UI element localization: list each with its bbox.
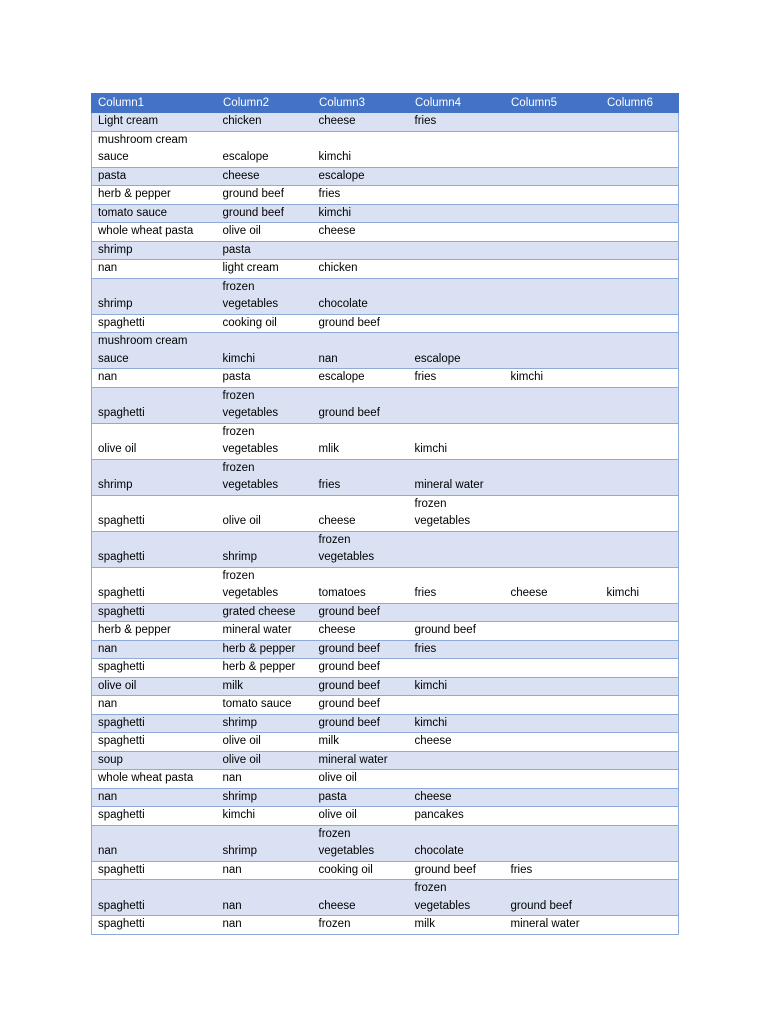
table-row — [92, 567, 679, 603]
column-header: Column6 — [601, 94, 679, 113]
table-row — [92, 278, 679, 314]
table-cell — [409, 278, 505, 314]
table-cell: spaghetti — [92, 531, 217, 567]
table-cell: light cream — [217, 260, 313, 279]
table-cell: olive oil — [92, 423, 217, 459]
column-header: Column3 — [313, 94, 409, 113]
table-cell: frozen vegetables — [313, 825, 409, 861]
table-cell: olive oil — [313, 770, 409, 789]
table-cell: spaghetti — [92, 314, 217, 333]
table-cell: mineral water — [409, 459, 505, 495]
table-cell — [409, 531, 505, 567]
table-cell — [505, 167, 601, 186]
table-cell — [505, 696, 601, 715]
table-row — [92, 186, 679, 205]
table-cell — [505, 622, 601, 641]
table-cell: nan — [217, 861, 313, 880]
table-cell — [409, 260, 505, 279]
table-cell: nan — [92, 788, 217, 807]
table-cell: ground beef — [217, 186, 313, 205]
table-row — [92, 714, 679, 733]
table-cell: cheese — [313, 223, 409, 242]
table-cell — [601, 733, 679, 752]
table-cell: fries — [313, 186, 409, 205]
table-cell — [505, 640, 601, 659]
table-cell — [409, 131, 505, 167]
table-cell: spaghetti — [92, 861, 217, 880]
table-cell: kimchi — [409, 423, 505, 459]
table-cell — [409, 204, 505, 223]
table-cell: herb & pepper — [92, 622, 217, 641]
table-cell: herb & pepper — [92, 186, 217, 205]
table-cell: fries — [313, 459, 409, 495]
table-cell: kimchi — [409, 714, 505, 733]
table-cell: ground beef — [313, 387, 409, 423]
table-row — [92, 131, 679, 167]
table-cell — [601, 788, 679, 807]
table-cell: pasta — [217, 369, 313, 388]
table-cell — [601, 314, 679, 333]
table-cell: nan — [313, 333, 409, 369]
table-cell — [505, 733, 601, 752]
table-cell: frozen — [313, 916, 409, 935]
table-cell: ground beef — [505, 880, 601, 916]
table-cell: olive oil — [313, 807, 409, 826]
table-cell — [505, 186, 601, 205]
table-cell: frozen vegetables — [217, 567, 313, 603]
table-cell — [601, 807, 679, 826]
table-cell: spaghetti — [92, 659, 217, 678]
table-cell: nan — [92, 696, 217, 715]
table-cell — [409, 167, 505, 186]
table-cell — [505, 825, 601, 861]
table-cell — [505, 278, 601, 314]
table-cell — [601, 603, 679, 622]
table-cell — [601, 223, 679, 242]
table-row — [92, 807, 679, 826]
table-cell: pancakes — [409, 807, 505, 826]
table-cell — [409, 659, 505, 678]
table-row — [92, 788, 679, 807]
table-cell: cooking oil — [217, 314, 313, 333]
table-cell — [601, 204, 679, 223]
table-row — [92, 696, 679, 715]
table-cell: olive oil — [217, 495, 313, 531]
table-cell — [505, 531, 601, 567]
column-header: Column4 — [409, 94, 505, 113]
table-cell: nan — [92, 640, 217, 659]
table-cell: frozen vegetables — [217, 387, 313, 423]
table-cell: escalope — [313, 167, 409, 186]
table-cell — [601, 131, 679, 167]
column-header: Column2 — [217, 94, 313, 113]
table-cell: shrimp — [92, 241, 217, 260]
table-cell: escalope — [313, 369, 409, 388]
table-cell: spaghetti — [92, 880, 217, 916]
table-cell — [505, 659, 601, 678]
table-cell: escalope — [217, 131, 313, 167]
table-cell — [601, 696, 679, 715]
table-cell — [601, 113, 679, 132]
table-cell: ground beef — [313, 714, 409, 733]
table-cell: nan — [217, 770, 313, 789]
table-row — [92, 916, 679, 935]
table-cell: spaghetti — [92, 916, 217, 935]
table-row — [92, 825, 679, 861]
table-cell — [601, 495, 679, 531]
table-cell — [601, 387, 679, 423]
table-cell: pasta — [92, 167, 217, 186]
table-cell — [409, 751, 505, 770]
table-cell — [601, 531, 679, 567]
table-row — [92, 167, 679, 186]
table-cell: ground beef — [313, 677, 409, 696]
table-cell — [601, 186, 679, 205]
table-cell: fries — [409, 113, 505, 132]
table-cell: nan — [92, 369, 217, 388]
table-cell: frozen vegetables — [409, 880, 505, 916]
table-cell: herb & pepper — [217, 640, 313, 659]
table-cell: mineral water — [313, 751, 409, 770]
table-cell: whole wheat pasta — [92, 223, 217, 242]
table-cell: whole wheat pasta — [92, 770, 217, 789]
table-row — [92, 113, 679, 132]
table-cell: cheese — [313, 113, 409, 132]
table-cell — [409, 314, 505, 333]
table-cell: fries — [409, 369, 505, 388]
table-row — [92, 770, 679, 789]
table-cell: chocolate — [409, 825, 505, 861]
table-cell — [601, 640, 679, 659]
table-cell: frozen vegetables — [217, 459, 313, 495]
table-row — [92, 603, 679, 622]
table-row — [92, 223, 679, 242]
table-cell — [601, 622, 679, 641]
table-cell: kimchi — [217, 807, 313, 826]
table-row — [92, 459, 679, 495]
table-cell: spaghetti — [92, 714, 217, 733]
table-cell — [505, 677, 601, 696]
table-cell: spaghetti — [92, 603, 217, 622]
table-cell: ground beef — [313, 603, 409, 622]
table-cell — [601, 241, 679, 260]
table-cell — [505, 495, 601, 531]
table-cell: cheese — [313, 495, 409, 531]
table-cell: frozen vegetables — [409, 495, 505, 531]
table-row — [92, 241, 679, 260]
table-row — [92, 531, 679, 567]
table-cell: fries — [409, 567, 505, 603]
table-cell: mlik — [313, 423, 409, 459]
table-cell — [409, 696, 505, 715]
table-cell — [505, 459, 601, 495]
table-cell: nan — [92, 260, 217, 279]
table-cell: ground beef — [313, 640, 409, 659]
table-cell: shrimp — [217, 788, 313, 807]
table-cell: kimchi — [217, 333, 313, 369]
table-cell: pasta — [313, 788, 409, 807]
table-cell — [601, 880, 679, 916]
table-cell: shrimp — [92, 459, 217, 495]
table-cell: nan — [217, 880, 313, 916]
table-cell: soup — [92, 751, 217, 770]
table-cell: tomatoes — [313, 567, 409, 603]
table-row — [92, 495, 679, 531]
table-cell — [601, 260, 679, 279]
table-cell: tomato sauce — [217, 696, 313, 715]
table-cell — [505, 314, 601, 333]
column-header: Column5 — [505, 94, 601, 113]
table-cell: fries — [409, 640, 505, 659]
table-row — [92, 659, 679, 678]
table-cell — [601, 751, 679, 770]
table-row — [92, 314, 679, 333]
table-cell: nan — [217, 916, 313, 935]
table-cell: frozen vegetables — [313, 531, 409, 567]
table-cell: mineral water — [217, 622, 313, 641]
table-cell: kimchi — [409, 677, 505, 696]
table-row — [92, 423, 679, 459]
table-cell — [601, 861, 679, 880]
table-cell — [601, 278, 679, 314]
table-cell — [505, 223, 601, 242]
table-cell — [505, 788, 601, 807]
table-cell: chocolate — [313, 278, 409, 314]
table-cell — [505, 113, 601, 132]
table-cell: frozen vegetables — [217, 423, 313, 459]
table-cell: kimchi — [313, 131, 409, 167]
table-cell — [505, 423, 601, 459]
table-cell: cheese — [409, 788, 505, 807]
table-cell: grated cheese — [217, 603, 313, 622]
table-cell: kimchi — [505, 369, 601, 388]
table-cell: olive oil — [217, 733, 313, 752]
table-cell — [505, 807, 601, 826]
table-cell — [409, 186, 505, 205]
table-cell — [409, 603, 505, 622]
table-cell — [505, 387, 601, 423]
table-row — [92, 333, 679, 369]
table-cell — [601, 825, 679, 861]
table-cell: ground beef — [409, 861, 505, 880]
table-body — [92, 113, 679, 935]
table-cell — [505, 131, 601, 167]
table-cell — [601, 770, 679, 789]
table-cell: olive oil — [92, 677, 217, 696]
table-row — [92, 387, 679, 423]
table-row — [92, 861, 679, 880]
table-cell — [409, 223, 505, 242]
data-table — [91, 93, 679, 935]
table-cell — [505, 714, 601, 733]
table-row — [92, 260, 679, 279]
table-cell: herb & pepper — [217, 659, 313, 678]
table-cell: milk — [313, 733, 409, 752]
table-row — [92, 640, 679, 659]
table-cell: frozen vegetables — [217, 278, 313, 314]
table-cell — [601, 333, 679, 369]
table-cell: mushroom cream sauce — [92, 131, 217, 167]
table-cell — [505, 333, 601, 369]
table-cell — [409, 770, 505, 789]
table-cell — [601, 659, 679, 678]
table-cell: ground beef — [313, 314, 409, 333]
table-cell: tomato sauce — [92, 204, 217, 223]
table-cell — [409, 387, 505, 423]
table-cell: shrimp — [217, 825, 313, 861]
table-cell: cheese — [313, 880, 409, 916]
table-cell — [601, 423, 679, 459]
table-cell — [601, 369, 679, 388]
table-cell: chicken — [313, 260, 409, 279]
table-cell — [601, 714, 679, 733]
table-row — [92, 880, 679, 916]
table-cell: pasta — [217, 241, 313, 260]
table-cell: Light cream — [92, 113, 217, 132]
table-cell: cheese — [505, 567, 601, 603]
table-cell: olive oil — [217, 223, 313, 242]
table-cell: shrimp — [217, 714, 313, 733]
table-row — [92, 204, 679, 223]
table-cell: cheese — [409, 733, 505, 752]
table-cell: spaghetti — [92, 495, 217, 531]
table-cell — [505, 241, 601, 260]
table-cell — [601, 916, 679, 935]
column-header: Column1 — [92, 94, 217, 113]
table-row — [92, 369, 679, 388]
table-cell: nan — [92, 825, 217, 861]
table-cell: spaghetti — [92, 807, 217, 826]
table-header — [92, 94, 679, 113]
table-cell — [409, 241, 505, 260]
table-cell: mineral water — [505, 916, 601, 935]
table-cell: milk — [217, 677, 313, 696]
table-cell: ground beef — [217, 204, 313, 223]
table-cell: chicken — [217, 113, 313, 132]
table-cell: olive oil — [217, 751, 313, 770]
table-cell: spaghetti — [92, 733, 217, 752]
table-cell: spaghetti — [92, 567, 217, 603]
table-cell — [601, 167, 679, 186]
table-cell: escalope — [409, 333, 505, 369]
table-row — [92, 733, 679, 752]
table-cell: kimchi — [601, 567, 679, 603]
table-cell: shrimp — [92, 278, 217, 314]
table-cell — [505, 751, 601, 770]
table-cell: spaghetti — [92, 387, 217, 423]
table-cell: cheese — [313, 622, 409, 641]
table-cell: ground beef — [409, 622, 505, 641]
table-cell: shrimp — [217, 531, 313, 567]
table-cell — [313, 241, 409, 260]
table-cell — [505, 204, 601, 223]
table-cell: mushroom cream sauce — [92, 333, 217, 369]
table-cell: cooking oil — [313, 861, 409, 880]
table-cell — [601, 677, 679, 696]
table-row — [92, 751, 679, 770]
table-cell: milk — [409, 916, 505, 935]
table-row — [92, 677, 679, 696]
table-cell: cheese — [217, 167, 313, 186]
table-cell — [505, 770, 601, 789]
table-cell — [601, 459, 679, 495]
table-cell: ground beef — [313, 696, 409, 715]
table-cell — [505, 603, 601, 622]
table-cell: kimchi — [313, 204, 409, 223]
table-cell: fries — [505, 861, 601, 880]
header-row — [92, 94, 679, 113]
table-cell: ground beef — [313, 659, 409, 678]
table-cell — [505, 260, 601, 279]
table-row — [92, 622, 679, 641]
